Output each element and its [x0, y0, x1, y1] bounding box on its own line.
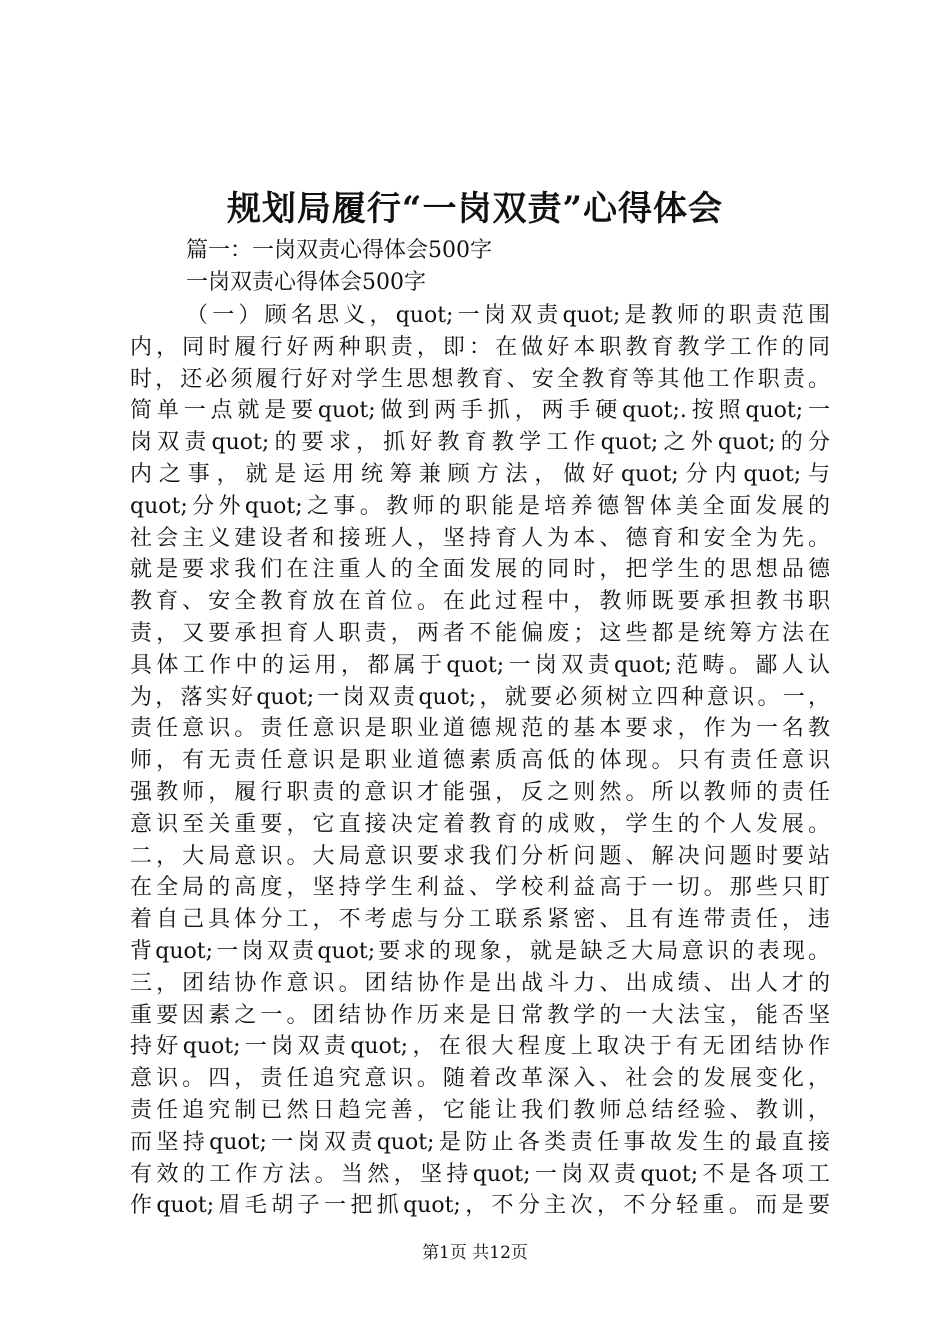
- body-line: 意识。四，责任追究意识。随着改革深入、社会的发展变化，: [130, 1066, 830, 1092]
- body-line: 内，同时履行好两种职责，即：在做好本职教育教学工作的同: [130, 334, 830, 360]
- body-line: 意识至关重要，它直接决定着教育的成败，学生的个人发展。: [130, 811, 830, 837]
- body-line: 简单一点就是要quot;做到两手抓，两手硬quot;.按照quot;一: [130, 398, 830, 424]
- body-line: 师，有无责任意识是职业道德素质高低的体现。只有责任意识: [130, 748, 830, 774]
- body-line: 责任意识。责任意识是职业道德规范的基本要求，作为一名教: [130, 716, 830, 742]
- body-line: 背quot;一岗双责quot;要求的现象，就是缺乏大局意识的表现。: [130, 938, 830, 964]
- body-line: 社会主义建设者和接班人，坚持育人为本、德育和安全为先。: [130, 525, 830, 551]
- body-line: 责，又要承担育人职责，两者不能偏废；这些都是统筹方法在: [130, 620, 830, 646]
- document-title: 规划局履行“一岗双责”心得体会: [226, 189, 724, 229]
- section-heading: 篇一：一岗双责心得体会500字: [186, 238, 492, 263]
- body-line: 有效的工作方法。当然，坚持quot;一岗双责quot;不是各项工: [130, 1161, 830, 1187]
- body-line: 强教师，履行职责的意识才能强，反之则然。所以教师的责任: [130, 779, 830, 805]
- body-line: 就是要求我们在注重人的全面发展的同时，把学生的思想品德: [130, 557, 830, 583]
- body-paragraph: [130, 300, 830, 1222]
- body-line: 作quot;眉毛胡子一把抓quot;，不分主次，不分轻重。而是要: [130, 1193, 830, 1219]
- body-line: 而坚持quot;一岗双责quot;是防止各类责任事故发生的最直接: [130, 1129, 830, 1155]
- body-line: 持好quot;一岗双责quot;，在很大程度上取决于有无团结协作: [130, 1034, 830, 1060]
- body-line: 责任追究制已然日趋完善，它能让我们教师总结经验、教训，: [130, 1097, 830, 1123]
- body-line: 为，落实好quot;一岗双责quot;，就要必须树立四种意识。一，: [130, 684, 830, 710]
- body-line: 岗双责quot;的要求，抓好教育教学工作quot;之外quot;的分: [130, 430, 830, 456]
- body-line: 在全局的高度，坚持学生利益、学校利益高于一切。那些只盯: [130, 875, 830, 901]
- body-line: 重要因素之一。团结协作历来是日常教学的一大法宝，能否坚: [130, 1002, 830, 1028]
- body-line: quot;分外quot;之事。教师的职能是培养德智体美全面发展的: [130, 493, 830, 519]
- body-line: 三，团结协作意识。团结协作是出战斗力、出成绩、出人才的: [130, 970, 830, 996]
- body-line: 内之事，就是运用统筹兼顾方法，做好quot;分内quot;与: [130, 461, 830, 487]
- section-subheading: 一岗双责心得体会500字: [186, 270, 426, 295]
- body-line: （一）顾名思义，quot;一岗双责quot;是教师的职责范围: [186, 303, 830, 328]
- page-footer: 第1页 共12页: [422, 1243, 528, 1263]
- body-line: 教育、安全教育放在首位。在此过程中，教师既要承担教书职: [130, 589, 830, 615]
- body-line: 具体工作中的运用，都属于quot;一岗双责quot;范畴。鄙人认: [130, 652, 830, 678]
- body-line: 二，大局意识。大局意识要求我们分析问题、解决问题时要站: [130, 843, 830, 869]
- body-line: 时，还必须履行好对学生思想教育、安全教育等其他工作职责。: [130, 366, 830, 392]
- body-line: 着自己具体分工，不考虑与分工联系紧密、且有连带责任，违: [130, 907, 830, 933]
